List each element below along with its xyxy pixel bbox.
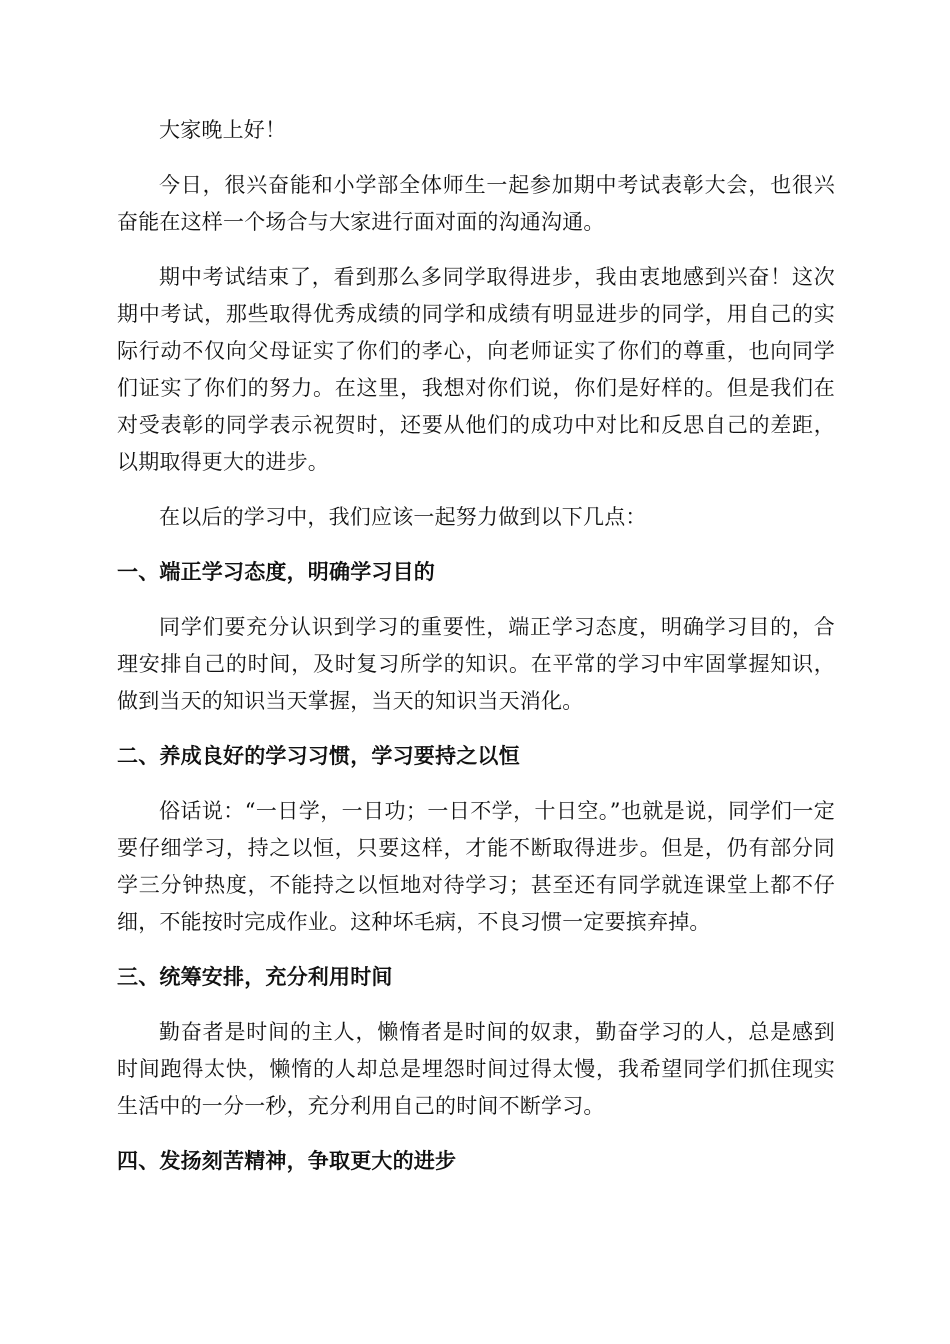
section-heading-4: 四、发扬刻苦精神，争取更大的进步: [117, 1149, 457, 1173]
section-heading-1: 一、端正学习态度，明确学习目的: [117, 560, 435, 584]
paragraph-intro: 今日，很兴奋能和小学部全体师生一起参加期中考试表彰大会，也很兴奋能在这样一个场合与大家进行面对面的沟通沟通。: [117, 173, 835, 234]
paragraph-exam-result: 期中考试结束了，看到那么多同学取得进步，我由衷地感到兴奋！这次期中考试，那些取得优秀成绩的同学和成绩有明显进步的同学，用自己的实际行动不仅向父母证实了你们的孝心，向老师证实了你们的尊重，也向同学们证实了你们的努力。在这里，我想对你们说，你们是好样的。但是我们在对受表彰的同学表示祝贺时，还要从他们的成功中对比和反思自己的差距，以期取得更大的进步。: [117, 265, 835, 474]
section-body-3: 勤奋者是时间的主人，懒惰者是时间的奴隶，勤奋学习的人，总是感到时间跑得太快，懒惰的人却总是埋怨时间过得太慢，我希望同学们抓住现实生活中的一分一秒，充分利用自己的时间不断学习。: [117, 1020, 835, 1118]
section-body-1: 同学们要充分认识到学习的重要性，端正学习态度，明确学习目的，合理安排自己的时间，及时复习所学的知识。在平常的学习中牢固掌握知识，做到当天的知识当天掌握，当天的知识当天消化。: [117, 615, 835, 713]
section-body-2: 俗话说：“一日学，一日功；一日不学，十日空。”也就是说，同学们一定要仔细学习，持之以恒，只要这样，才能不断取得进步。但是，仍有部分同学三分钟热度，不能持之以恒地对待学习；甚至还有同学就连课堂上都不仔细，不能按时完成作业。这种坏毛病，不良习惯一定要摈弃掉。: [117, 799, 835, 934]
document-page: [117, 112, 835, 1198]
paragraph-points-intro: 在以后的学习中，我们应该一起努力做到以下几点：: [159, 505, 647, 529]
section-heading-2: 二、养成良好的学习习惯，学习要持之以恒: [117, 744, 520, 768]
greeting: 大家晚上好！: [159, 118, 287, 142]
section-heading-3: 三、统筹安排，充分利用时间: [117, 965, 393, 989]
